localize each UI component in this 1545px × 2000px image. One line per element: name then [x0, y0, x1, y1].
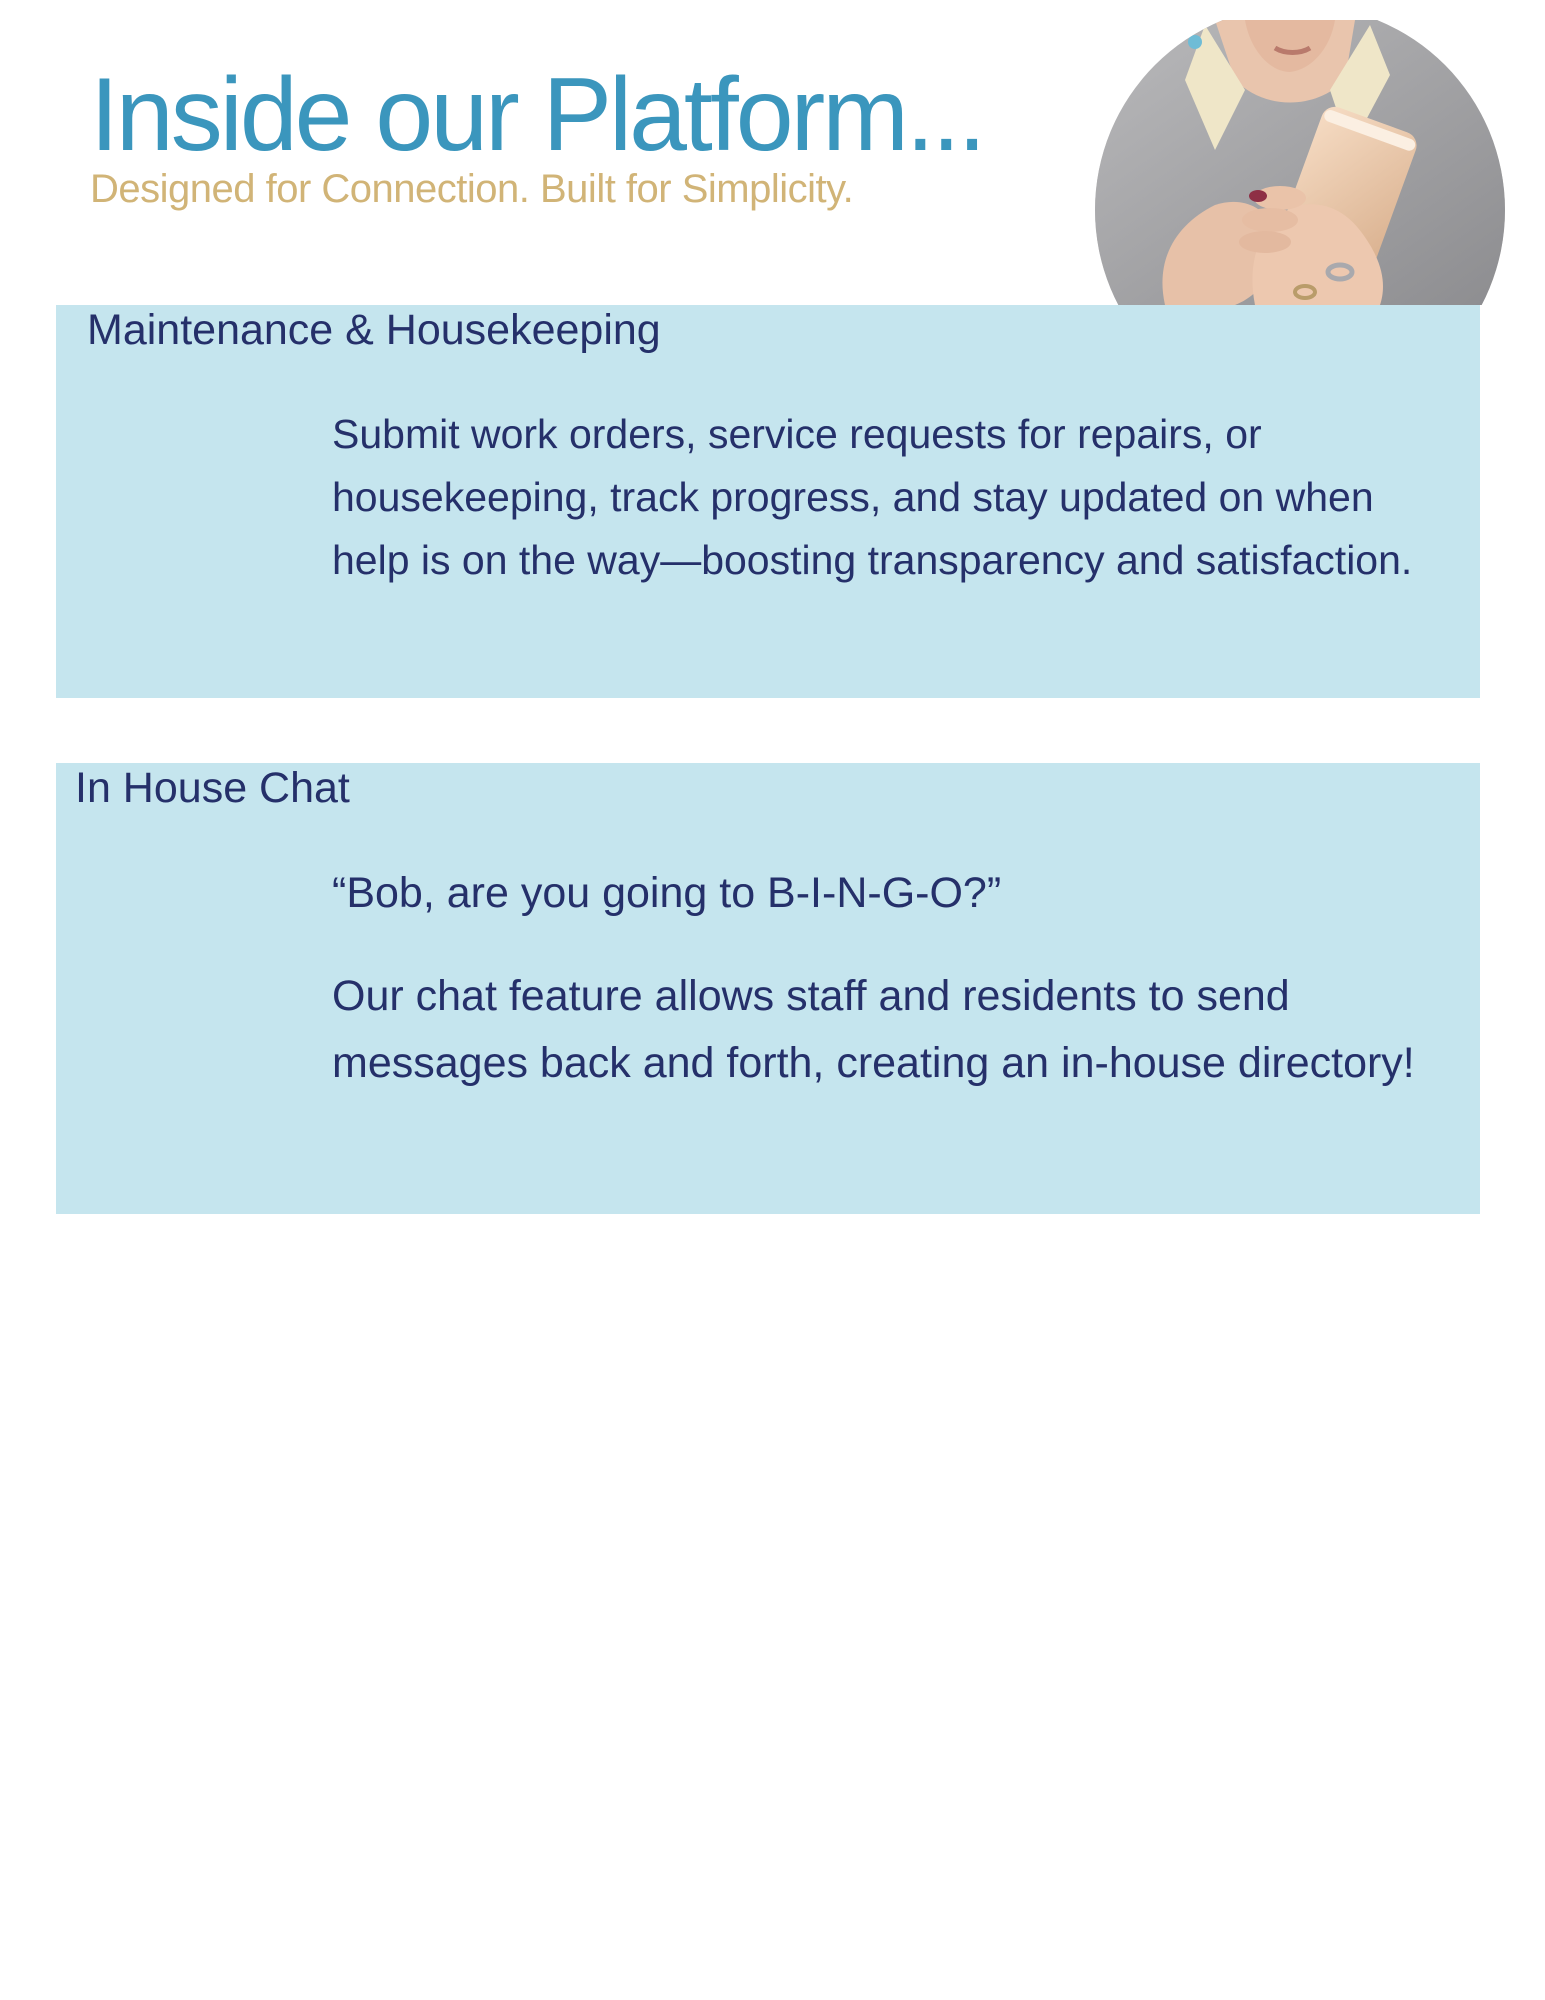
- senior-woman-phone-photo: [1095, 20, 1505, 305]
- section-body-chat: Our chat feature allows staff and residents to send messages back and forth, creating an in-house directory!: [332, 972, 1415, 1087]
- section-title-maintenance: Maintenance & Housekeeping: [87, 306, 661, 354]
- page-subtitle: Designed for Connection. Built for Simplicity.: [90, 167, 854, 211]
- page-title: Inside our Platform...: [90, 57, 984, 173]
- in-house-chat-section: [56, 763, 1480, 1214]
- section-body-maintenance: Submit work orders, service requests for repairs, or housekeeping, track progress, and stay updated on when help is on the way—boosting transparency and satisfaction.: [332, 411, 1413, 583]
- section-title-chat: In House Chat: [75, 764, 350, 812]
- chat-quote: “Bob, are you going to B-I-N-G-O?”: [332, 869, 1002, 917]
- maintenance-section: [56, 305, 1480, 698]
